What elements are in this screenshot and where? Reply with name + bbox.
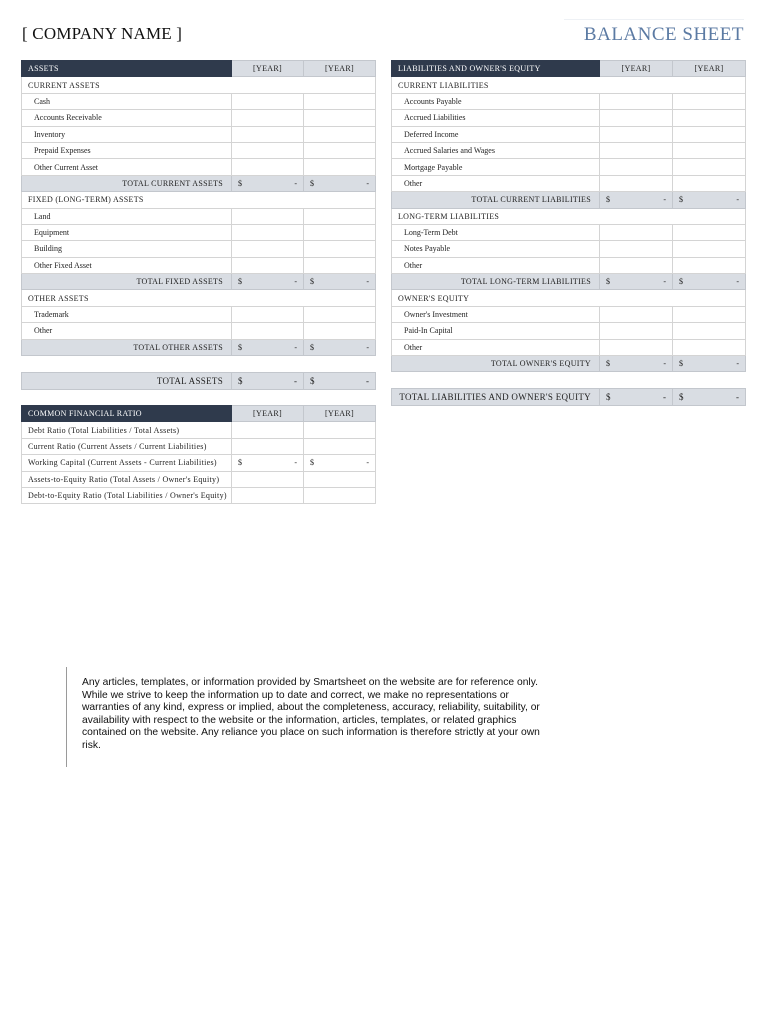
- value-cell[interactable]: $ -: [304, 455, 376, 471]
- grand-total-row: [22, 373, 376, 390]
- row-label: Mortgage Payable: [392, 159, 600, 175]
- year-header: [YEAR]: [304, 406, 376, 422]
- table-row: [22, 306, 376, 322]
- value-cell[interactable]: [232, 487, 304, 503]
- table-row: [392, 241, 746, 257]
- liabilities-table: [391, 60, 746, 372]
- assets-table: [21, 60, 376, 356]
- total-row: [22, 175, 376, 191]
- row-label: Prepaid Expenses: [22, 142, 232, 158]
- ratios-table: [21, 405, 376, 504]
- total-value: $ -: [304, 274, 376, 290]
- value-cell[interactable]: [600, 224, 673, 240]
- value-cell[interactable]: [304, 471, 376, 487]
- total-label: TOTAL OWNER'S EQUITY: [392, 356, 600, 372]
- value-cell[interactable]: $ -: [232, 455, 304, 471]
- value-cell[interactable]: [304, 241, 376, 257]
- value-cell[interactable]: [232, 323, 304, 339]
- year-header: [YEAR]: [232, 406, 304, 422]
- row-label: Land: [22, 208, 232, 224]
- value-cell[interactable]: [600, 339, 673, 355]
- value-cell[interactable]: [673, 241, 746, 257]
- row-label: Equipment: [22, 224, 232, 240]
- table-row: [392, 126, 746, 142]
- section-heading: CURRENT ASSETS: [22, 77, 376, 93]
- value-cell[interactable]: [600, 175, 673, 191]
- value-cell[interactable]: [673, 323, 746, 339]
- total-row: [392, 192, 746, 208]
- value-cell[interactable]: [304, 323, 376, 339]
- row-label: Debt Ratio (Total Liabilities / Total Assets): [22, 422, 232, 438]
- value-cell[interactable]: [673, 306, 746, 322]
- value-cell[interactable]: [232, 241, 304, 257]
- row-label: Other: [392, 339, 600, 355]
- section-row: [22, 290, 376, 306]
- value-cell[interactable]: [600, 306, 673, 322]
- year-header: [YEAR]: [304, 61, 376, 77]
- total-label: TOTAL ASSETS: [22, 373, 232, 390]
- table-row: [22, 126, 376, 142]
- total-value: $ -: [232, 339, 304, 355]
- section-row: [392, 77, 746, 93]
- value-cell[interactable]: [304, 93, 376, 109]
- value-cell[interactable]: [673, 175, 746, 191]
- value-cell[interactable]: [673, 339, 746, 355]
- table-row: [22, 224, 376, 240]
- table-row: [392, 224, 746, 240]
- section-row: [22, 192, 376, 208]
- value-cell[interactable]: [304, 422, 376, 438]
- value-cell[interactable]: [232, 471, 304, 487]
- row-label: Other: [22, 323, 232, 339]
- row-label: Other Fixed Asset: [22, 257, 232, 273]
- table-row: [22, 208, 376, 224]
- value-cell[interactable]: [673, 110, 746, 126]
- value-cell[interactable]: [304, 224, 376, 240]
- value-cell[interactable]: [673, 126, 746, 142]
- total-value: $ -: [232, 274, 304, 290]
- total-value: $ -: [304, 373, 376, 390]
- total-label: TOTAL CURRENT LIABILITIES: [392, 192, 600, 208]
- total-value: $ -: [673, 274, 746, 290]
- row-label: Notes Payable: [392, 241, 600, 257]
- row-label: Building: [22, 241, 232, 257]
- row-label: Current Ratio (Current Assets / Current Liabilities): [22, 438, 232, 454]
- section-heading: OTHER ASSETS: [22, 290, 376, 306]
- value-cell[interactable]: [304, 110, 376, 126]
- total-value: $ -: [600, 356, 673, 372]
- year-header: [YEAR]: [232, 61, 304, 77]
- row-label: Trademark: [22, 306, 232, 322]
- total-label: TOTAL OTHER ASSETS: [22, 339, 232, 355]
- row-label: Accrued Salaries and Wages: [392, 142, 600, 158]
- row-label: Deferred Income: [392, 126, 600, 142]
- total-row: [22, 274, 376, 290]
- table-row: [22, 455, 376, 471]
- section-heading: OWNER'S EQUITY: [392, 290, 746, 306]
- value-cell[interactable]: [304, 257, 376, 273]
- value-cell[interactable]: [232, 159, 304, 175]
- row-label: Other: [392, 257, 600, 273]
- year-header: [YEAR]: [673, 61, 746, 77]
- liabilities-header-row: [392, 61, 746, 77]
- row-label: Accrued Liabilities: [392, 110, 600, 126]
- total-value: $ -: [304, 339, 376, 355]
- liabilities-heading: LIABILITIES AND OWNER'S EQUITY: [392, 61, 600, 77]
- table-row: [392, 323, 746, 339]
- page-title: BALANCE SHEET: [583, 24, 744, 45]
- table-row: [392, 93, 746, 109]
- ratios-heading: COMMON FINANCIAL RATIO: [22, 406, 232, 422]
- row-label: Other Current Asset: [22, 159, 232, 175]
- value-cell[interactable]: [600, 126, 673, 142]
- assets-header-row: [22, 61, 376, 77]
- table-row: [22, 159, 376, 175]
- total-label: TOTAL FIXED ASSETS: [22, 274, 232, 290]
- disclaimer-text: Any articles, templates, or information provided by Smartsheet on the website are for reference only. While we strive to keep the information up to date and correct, we make no representations or warranties of any kind, express or implied, about the completeness, accuracy, reliability, suitability, or availability with respect to the website or the information, articles, templates, or related graphics contained on the website. Any reliance you place on such information is therefore strictly at your own risk.: [66, 667, 541, 767]
- total-value: $ -: [673, 356, 746, 372]
- total-value: $ -: [600, 389, 673, 406]
- value-cell[interactable]: [304, 306, 376, 322]
- section-heading: LONG-TERM LIABILITIES: [392, 208, 746, 224]
- value-cell[interactable]: [600, 142, 673, 158]
- table-row: [392, 339, 746, 355]
- value-cell[interactable]: [232, 224, 304, 240]
- row-label: Other: [392, 175, 600, 191]
- value-cell[interactable]: [673, 224, 746, 240]
- value-cell[interactable]: [600, 93, 673, 109]
- value-cell[interactable]: [232, 93, 304, 109]
- total-value: $ -: [600, 274, 673, 290]
- value-cell[interactable]: [600, 241, 673, 257]
- value-cell[interactable]: [673, 142, 746, 158]
- value-cell[interactable]: [232, 257, 304, 273]
- value-cell[interactable]: [600, 110, 673, 126]
- row-label: Accounts Receivable: [22, 110, 232, 126]
- total-value: $ -: [600, 192, 673, 208]
- section-heading: FIXED (LONG-TERM) ASSETS: [22, 192, 376, 208]
- total-row: [392, 356, 746, 372]
- value-cell[interactable]: [600, 323, 673, 339]
- table-row: [392, 110, 746, 126]
- value-cell[interactable]: [600, 257, 673, 273]
- total-label: TOTAL LONG-TERM LIABILITIES: [392, 274, 600, 290]
- row-label: Cash: [22, 93, 232, 109]
- table-row: [392, 175, 746, 191]
- table-row: [392, 257, 746, 273]
- year-header: [YEAR]: [600, 61, 673, 77]
- table-row: [22, 257, 376, 273]
- table-row: [22, 422, 376, 438]
- total-value: $ -: [673, 389, 746, 406]
- table-row: [22, 487, 376, 503]
- table-row: [22, 93, 376, 109]
- section-row: [392, 208, 746, 224]
- row-label: Inventory: [22, 126, 232, 142]
- value-cell[interactable]: [673, 257, 746, 273]
- total-liabilities-equity-table: [391, 388, 746, 406]
- ratios-header-row: [22, 406, 376, 422]
- value-cell[interactable]: [600, 159, 673, 175]
- grand-total-row: [392, 389, 746, 406]
- company-name: [ COMPANY NAME ]: [22, 24, 183, 43]
- total-row: [22, 339, 376, 355]
- total-row: [392, 274, 746, 290]
- row-label: Debt-to-Equity Ratio (Total Liabilities / Owner's Equity): [22, 487, 232, 503]
- table-row: [22, 438, 376, 454]
- value-cell[interactable]: [673, 93, 746, 109]
- table-row: [392, 159, 746, 175]
- section-heading: CURRENT LIABILITIES: [392, 77, 746, 93]
- row-label: Long-Term Debt: [392, 224, 600, 240]
- row-label: Accounts Payable: [392, 93, 600, 109]
- section-row: [392, 290, 746, 306]
- table-row: [392, 306, 746, 322]
- total-value: $ -: [304, 175, 376, 191]
- table-row: [22, 142, 376, 158]
- value-cell[interactable]: [673, 159, 746, 175]
- title-rule: [564, 19, 744, 20]
- value-cell[interactable]: [304, 126, 376, 142]
- value-cell[interactable]: [304, 438, 376, 454]
- value-cell[interactable]: [232, 110, 304, 126]
- total-label: TOTAL CURRENT ASSETS: [22, 175, 232, 191]
- value-cell[interactable]: [232, 126, 304, 142]
- section-row: [22, 77, 376, 93]
- total-value: $ -: [673, 192, 746, 208]
- value-cell[interactable]: [232, 142, 304, 158]
- total-value: $ -: [232, 373, 304, 390]
- total-assets-table: [21, 372, 376, 390]
- table-row: [22, 471, 376, 487]
- value-cell[interactable]: [232, 422, 304, 438]
- assets-heading: ASSETS: [22, 61, 232, 77]
- value-cell[interactable]: [304, 142, 376, 158]
- value-cell[interactable]: [304, 159, 376, 175]
- value-cell[interactable]: [232, 306, 304, 322]
- table-row: [22, 241, 376, 257]
- total-value: $ -: [232, 175, 304, 191]
- row-label: Working Capital (Current Assets - Current Liabilities): [22, 455, 232, 471]
- value-cell[interactable]: [232, 208, 304, 224]
- total-label: TOTAL LIABILITIES AND OWNER'S EQUITY: [392, 389, 600, 406]
- row-label: Paid-In Capital: [392, 323, 600, 339]
- table-row: [22, 110, 376, 126]
- row-label: Assets-to-Equity Ratio (Total Assets / Owner's Equity): [22, 471, 232, 487]
- value-cell[interactable]: [304, 487, 376, 503]
- value-cell[interactable]: [232, 438, 304, 454]
- table-row: [22, 323, 376, 339]
- row-label: Owner's Investment: [392, 306, 600, 322]
- table-row: [392, 142, 746, 158]
- value-cell[interactable]: [304, 208, 376, 224]
